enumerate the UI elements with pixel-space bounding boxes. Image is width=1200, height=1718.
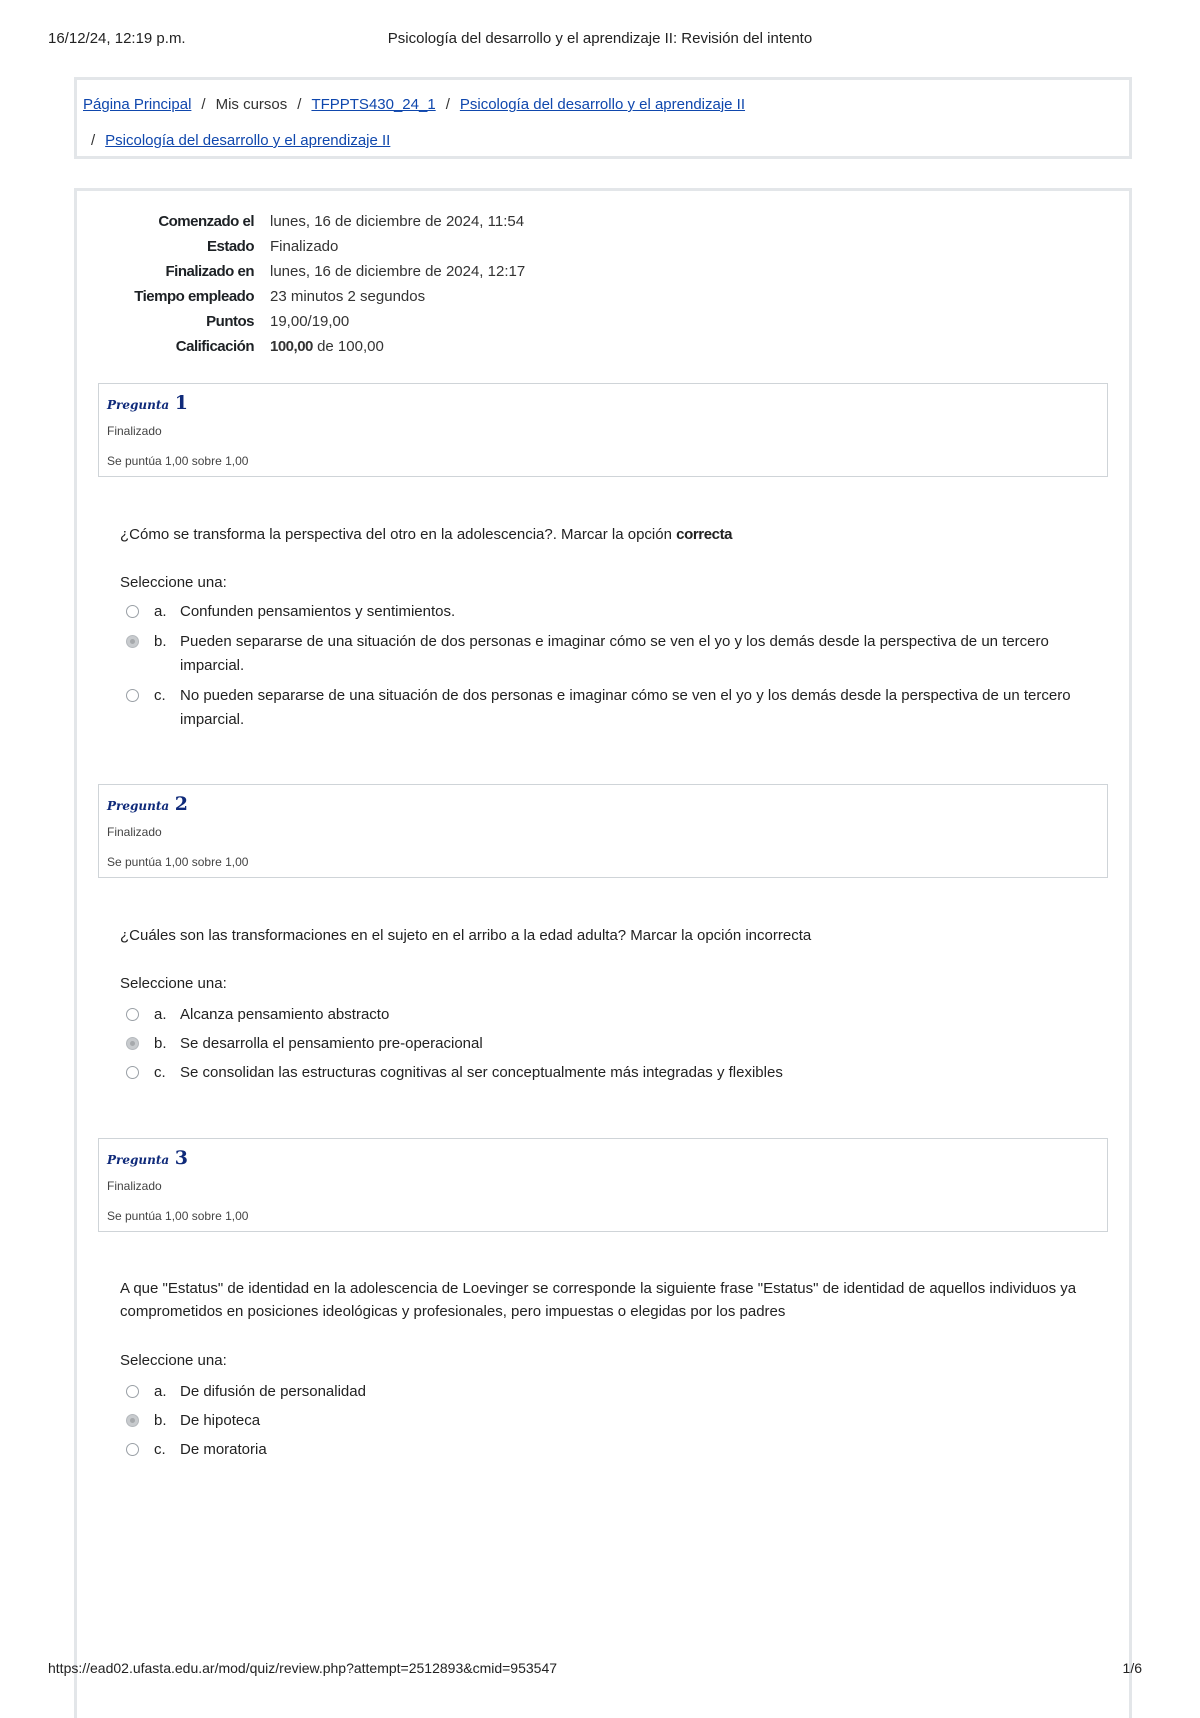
answer-option[interactable] — [126, 1380, 1076, 1404]
question-text-emphasis: correcta — [676, 526, 733, 543]
answer-letter: c. — [154, 1064, 166, 1081]
answer-letter: b. — [154, 633, 167, 650]
print-page-number: 1/6 — [1122, 1660, 1142, 1676]
answer-text: No pueden separarse de una situación de dos personas e imaginar cómo se ven el yo y los demás desde la perspectiva de un tercero imparcial. — [180, 687, 1071, 728]
answer-letter: c. — [154, 687, 166, 704]
summary-value: 19,00/19,00 — [270, 313, 350, 330]
print-header — [48, 30, 1152, 52]
summary-value — [270, 338, 384, 355]
radio-button-selected[interactable] — [126, 635, 139, 648]
answer-letter: c. — [154, 1441, 166, 1458]
question-state: Finalizado — [107, 1179, 162, 1193]
question-number — [107, 793, 188, 815]
radio-button[interactable] — [126, 1008, 139, 1021]
summary-label: Comenzado el — [158, 213, 254, 230]
question-word: Pregunta — [107, 799, 170, 813]
summary-label: Puntos — [206, 313, 254, 330]
breadcrumb-separator: / — [201, 96, 206, 113]
question-grade: Se puntúa 1,00 sobre 1,00 — [107, 454, 249, 468]
question-grade: Se puntúa 1,00 sobre 1,00 — [107, 1209, 249, 1223]
breadcrumb-my-courses: Mis cursos — [215, 96, 288, 113]
breadcrumb-section-link[interactable]: Psicología del desarrollo y el aprendizaje II — [105, 132, 391, 149]
breadcrumb-separator: / — [445, 96, 450, 113]
question-grade: Se puntúa 1,00 sobre 1,00 — [107, 855, 249, 869]
answer-letter: b. — [154, 1035, 167, 1052]
answer-letter: a. — [154, 603, 167, 620]
question-number — [107, 392, 188, 414]
radio-button[interactable] — [126, 1066, 139, 1079]
answer-text: Se desarrolla el pensamiento pre-operacional — [180, 1035, 483, 1052]
radio-button-selected[interactable] — [126, 1037, 139, 1050]
question-number-value: 2 — [174, 793, 188, 815]
summary-label: Estado — [206, 238, 254, 255]
answer-letter: b. — [154, 1412, 167, 1429]
breadcrumb-course-link[interactable]: Psicología del desarrollo y el aprendizaje II — [459, 96, 746, 113]
breadcrumb-separator: / — [297, 96, 302, 113]
radio-button[interactable] — [126, 689, 139, 702]
answer-text: Pueden separarse de una situación de dos personas e imaginar cómo se ven el yo y los demás desde la perspectiva de un tercero imparcial. — [180, 633, 1049, 674]
question-number-value: 1 — [174, 392, 188, 414]
question-text: A que "Estatus" de identidad en la adolescencia de Loevinger se corresponde la siguiente frase "Estatus" de identidad de aquellos individuos ya comprometidos en posiciones ideológicas y profesionales, pero impuestas o elegidas por los padres — [120, 1280, 1077, 1320]
question-state: Finalizado — [107, 825, 162, 839]
summary-value: 23 minutos 2 segundos — [270, 288, 426, 305]
answer-text: De difusión de personalidad — [180, 1383, 366, 1400]
breadcrumb-row — [91, 132, 390, 149]
question-number-value: 3 — [174, 1147, 188, 1169]
question-number — [107, 1147, 188, 1169]
answer-text: De hipoteca — [180, 1412, 261, 1429]
answer-text: De moratoria — [180, 1441, 267, 1458]
answer-prompt: Seleccione una: — [120, 1352, 227, 1369]
answer-letter: a. — [154, 1383, 167, 1400]
answer-option[interactable] — [126, 1409, 1076, 1433]
summary-label: Tiempo empleado — [134, 288, 254, 305]
question-info — [98, 383, 1108, 477]
print-date: 16/12/24, 12:19 p.m. — [48, 30, 186, 47]
grade-suffix: de 100,00 — [317, 338, 384, 355]
question-text — [120, 523, 1080, 546]
breadcrumb-row — [83, 96, 745, 113]
answer-prompt: Seleccione una: — [120, 574, 227, 591]
print-title: Psicología del desarrollo y el aprendizaje II: Revisión del intento — [387, 30, 813, 47]
summary-value: Finalizado — [270, 238, 339, 255]
grade-score: 100,00 — [270, 338, 313, 355]
summary-label: Finalizado en — [165, 263, 254, 280]
print-url: https://ead02.ufasta.edu.ar/mod/quiz/review.php?attempt=2512893&cmid=953547 — [48, 1660, 558, 1676]
answer-option[interactable] — [126, 600, 1076, 624]
answer-option[interactable] — [126, 684, 1076, 732]
answer-text: Confunden pensamientos y sentimientos. — [180, 603, 456, 620]
print-footer — [48, 1660, 1152, 1682]
answer-text: Alcanza pensamiento abstracto — [180, 1006, 390, 1023]
question-info — [98, 784, 1108, 878]
radio-button-selected[interactable] — [126, 1414, 139, 1427]
answer-option[interactable] — [126, 1032, 1076, 1056]
radio-button[interactable] — [126, 1385, 139, 1398]
answer-prompt: Seleccione una: — [120, 975, 227, 992]
answer-option[interactable] — [126, 630, 1076, 678]
question-text: ¿Cuáles son las transformaciones en el sujeto en el arribo a la edad adulta? Marcar la opción incorrecta — [120, 927, 812, 944]
answer-option[interactable] — [126, 1438, 1076, 1462]
answer-option[interactable] — [126, 1061, 1076, 1085]
breadcrumb-separator: / — [91, 132, 96, 149]
breadcrumb-home-link[interactable]: Página Principal — [83, 96, 192, 113]
answer-text: Se consolidan las estructuras cognitivas al ser conceptualmente más integradas y flexibles — [180, 1064, 783, 1081]
summary-value: lunes, 16 de diciembre de 2024, 11:54 — [270, 213, 525, 230]
question-state: Finalizado — [107, 424, 162, 438]
question-word: Pregunta — [107, 398, 170, 412]
breadcrumb-course-code-link[interactable]: TFPPTS430_24_1 — [311, 96, 436, 113]
answer-letter: a. — [154, 1006, 167, 1023]
question-info — [98, 1138, 1108, 1232]
summary-label: Calificación — [175, 338, 254, 355]
answer-option[interactable] — [126, 1003, 1076, 1027]
radio-button[interactable] — [126, 605, 139, 618]
question-text-main: ¿Cómo se transforma la perspectiva del otro en la adolescencia?. Marcar la opción — [120, 526, 672, 543]
question-word: Pregunta — [107, 1153, 170, 1167]
radio-button[interactable] — [126, 1443, 139, 1456]
breadcrumb — [74, 77, 1132, 159]
summary-value: lunes, 16 de diciembre de 2024, 12:17 — [270, 263, 526, 280]
